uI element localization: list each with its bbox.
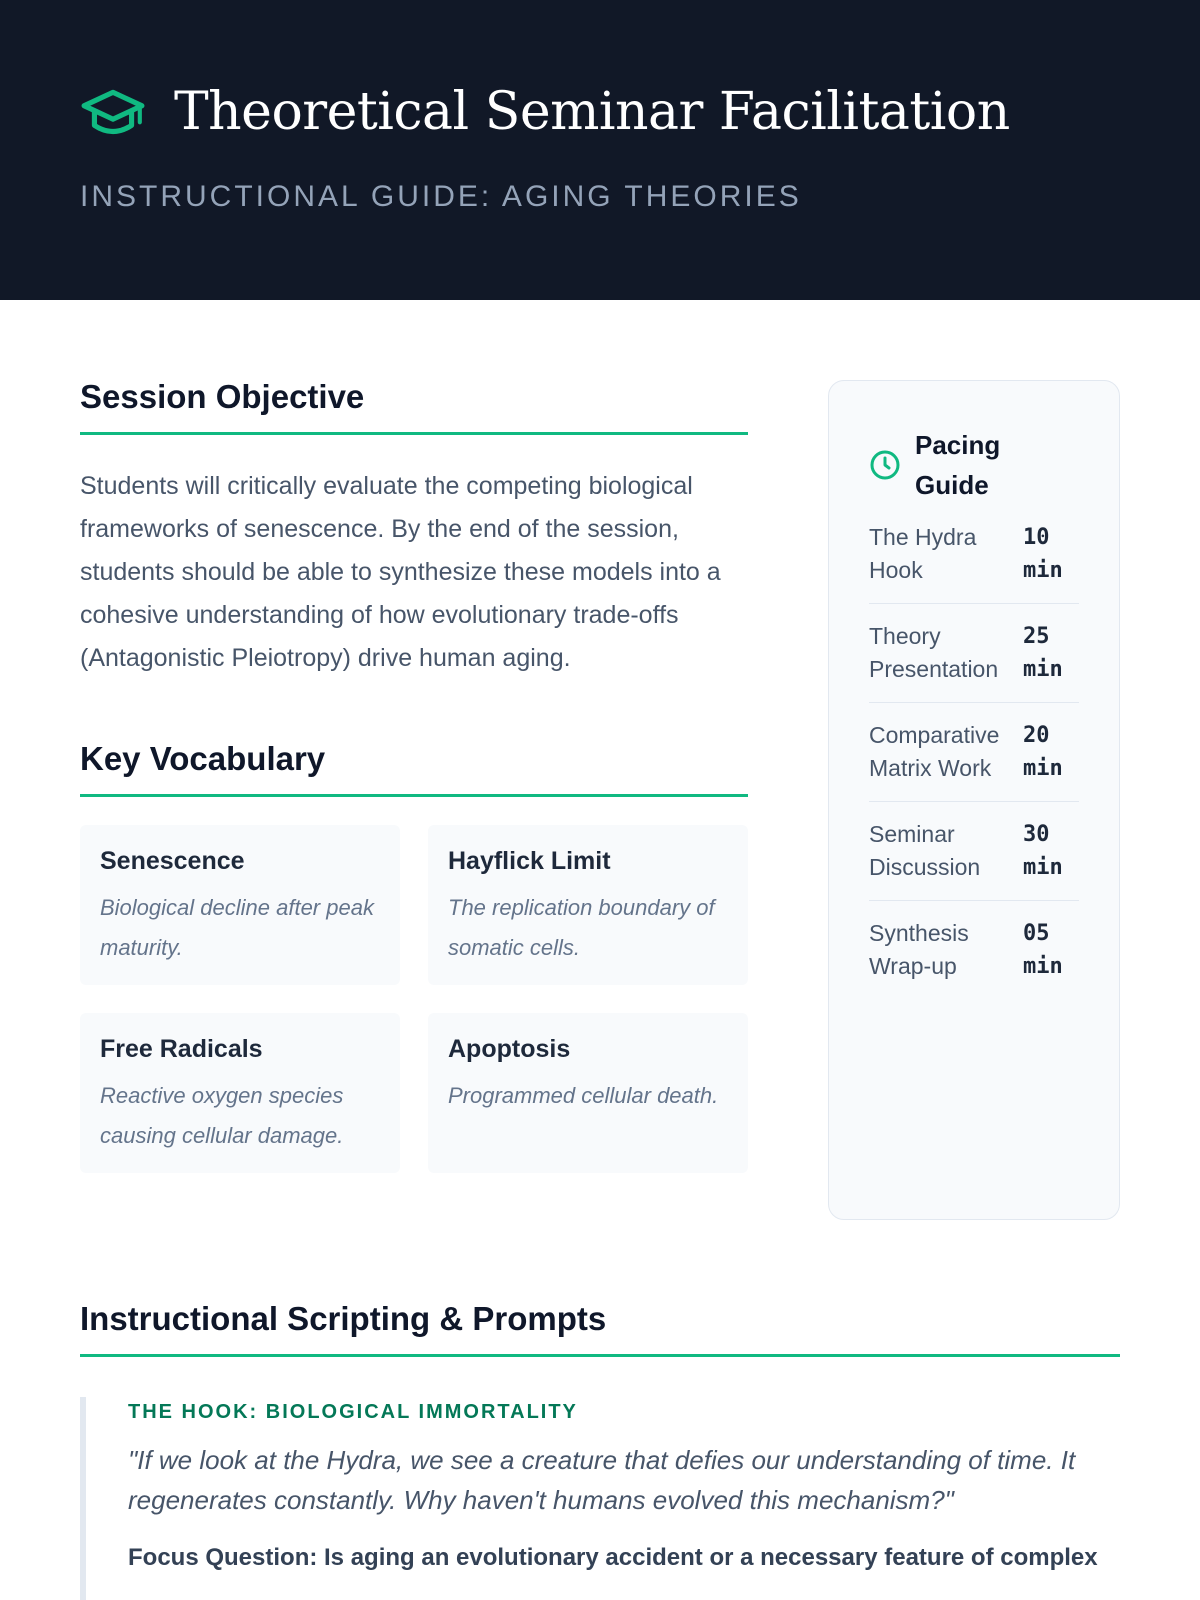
main-content <box>80 378 748 1173</box>
pacing-item-time: 30 min <box>1023 822 1063 880</box>
vocab-definition: The replication boundary of somatic cells. <box>448 895 715 960</box>
scripting-section <box>80 1300 1120 1600</box>
vocab-definition: Biological decline after peak maturity. <box>100 895 374 960</box>
vocab-card-hayflick-limit <box>428 825 748 985</box>
pacing-item-label: Comparative Matrix Work <box>869 722 1000 781</box>
vocabulary-grid <box>80 825 748 1173</box>
pacing-item-label: Synthesis Wrap-up <box>869 920 969 979</box>
script-block-quote: "If we look at the Hydra, we see a creature that defies our understanding of time. It regenerates constantly. Why haven't humans evolved this mechanism?" <box>128 1445 1076 1515</box>
scripting-heading: Instructional Scripting & Prompts <box>80 1300 1120 1357</box>
pacing-item <box>869 703 1079 802</box>
page-subtitle: INSTRUCTIONAL GUIDE: AGING THEORIES <box>80 180 802 213</box>
script-block-hook <box>80 1397 1120 1600</box>
pacing-item-time: 25 min <box>1023 624 1063 682</box>
vocab-term: Apoptosis <box>448 1035 571 1063</box>
pacing-item <box>869 901 1079 999</box>
objective-text: Students will critically evaluate the competing biological frameworks of senescence. By the end of the session, students should be able to synthesize these models into a cohesive understanding of how evolutionary trade-offs (Antagonistic Pleiotropy) drive human aging. <box>80 472 721 672</box>
vocab-term: Hayflick Limit <box>448 847 611 875</box>
pacing-item-time: 05 min <box>1023 921 1063 979</box>
script-block-label: THE HOOK: BIOLOGICAL IMMORTALITY <box>128 1401 578 1423</box>
vocab-card-senescence <box>80 825 400 985</box>
vocab-card-free-radicals <box>80 1013 400 1173</box>
pacing-item-time: 10 min <box>1023 525 1063 583</box>
page-title: Theoretical Seminar Facilitation <box>174 82 1010 142</box>
pacing-guide-title: Pacing Guide <box>915 430 1001 500</box>
vocabulary-heading: Key Vocabulary <box>80 740 748 797</box>
vocab-term: Free Radicals <box>100 1035 263 1063</box>
clock-icon <box>869 449 901 481</box>
vocab-card-apoptosis <box>428 1013 748 1173</box>
page-header <box>0 0 1200 300</box>
pacing-item-time: 20 min <box>1023 723 1063 781</box>
vocab-definition: Reactive oxygen species causing cellular damage. <box>100 1083 344 1148</box>
objective-heading: Session Objective <box>80 378 748 435</box>
pacing-item <box>869 802 1079 901</box>
pacing-item <box>869 604 1079 703</box>
pacing-item-label: Theory Presentation <box>869 623 999 682</box>
pacing-item-label: The Hydra Hook <box>869 524 977 583</box>
script-block-focus-question: Focus Question: Is aging an evolutionary accident or a necessary feature of complex <box>128 1544 1098 1571</box>
pacing-item <box>869 505 1079 604</box>
graduation-cap-icon <box>80 88 146 140</box>
vocab-definition: Programmed cellular death. <box>448 1083 719 1108</box>
pacing-guide-header <box>869 425 1079 505</box>
vocab-term: Senescence <box>100 847 245 875</box>
pacing-item-label: Seminar Discussion <box>869 821 981 880</box>
pacing-guide-panel <box>828 380 1120 1220</box>
